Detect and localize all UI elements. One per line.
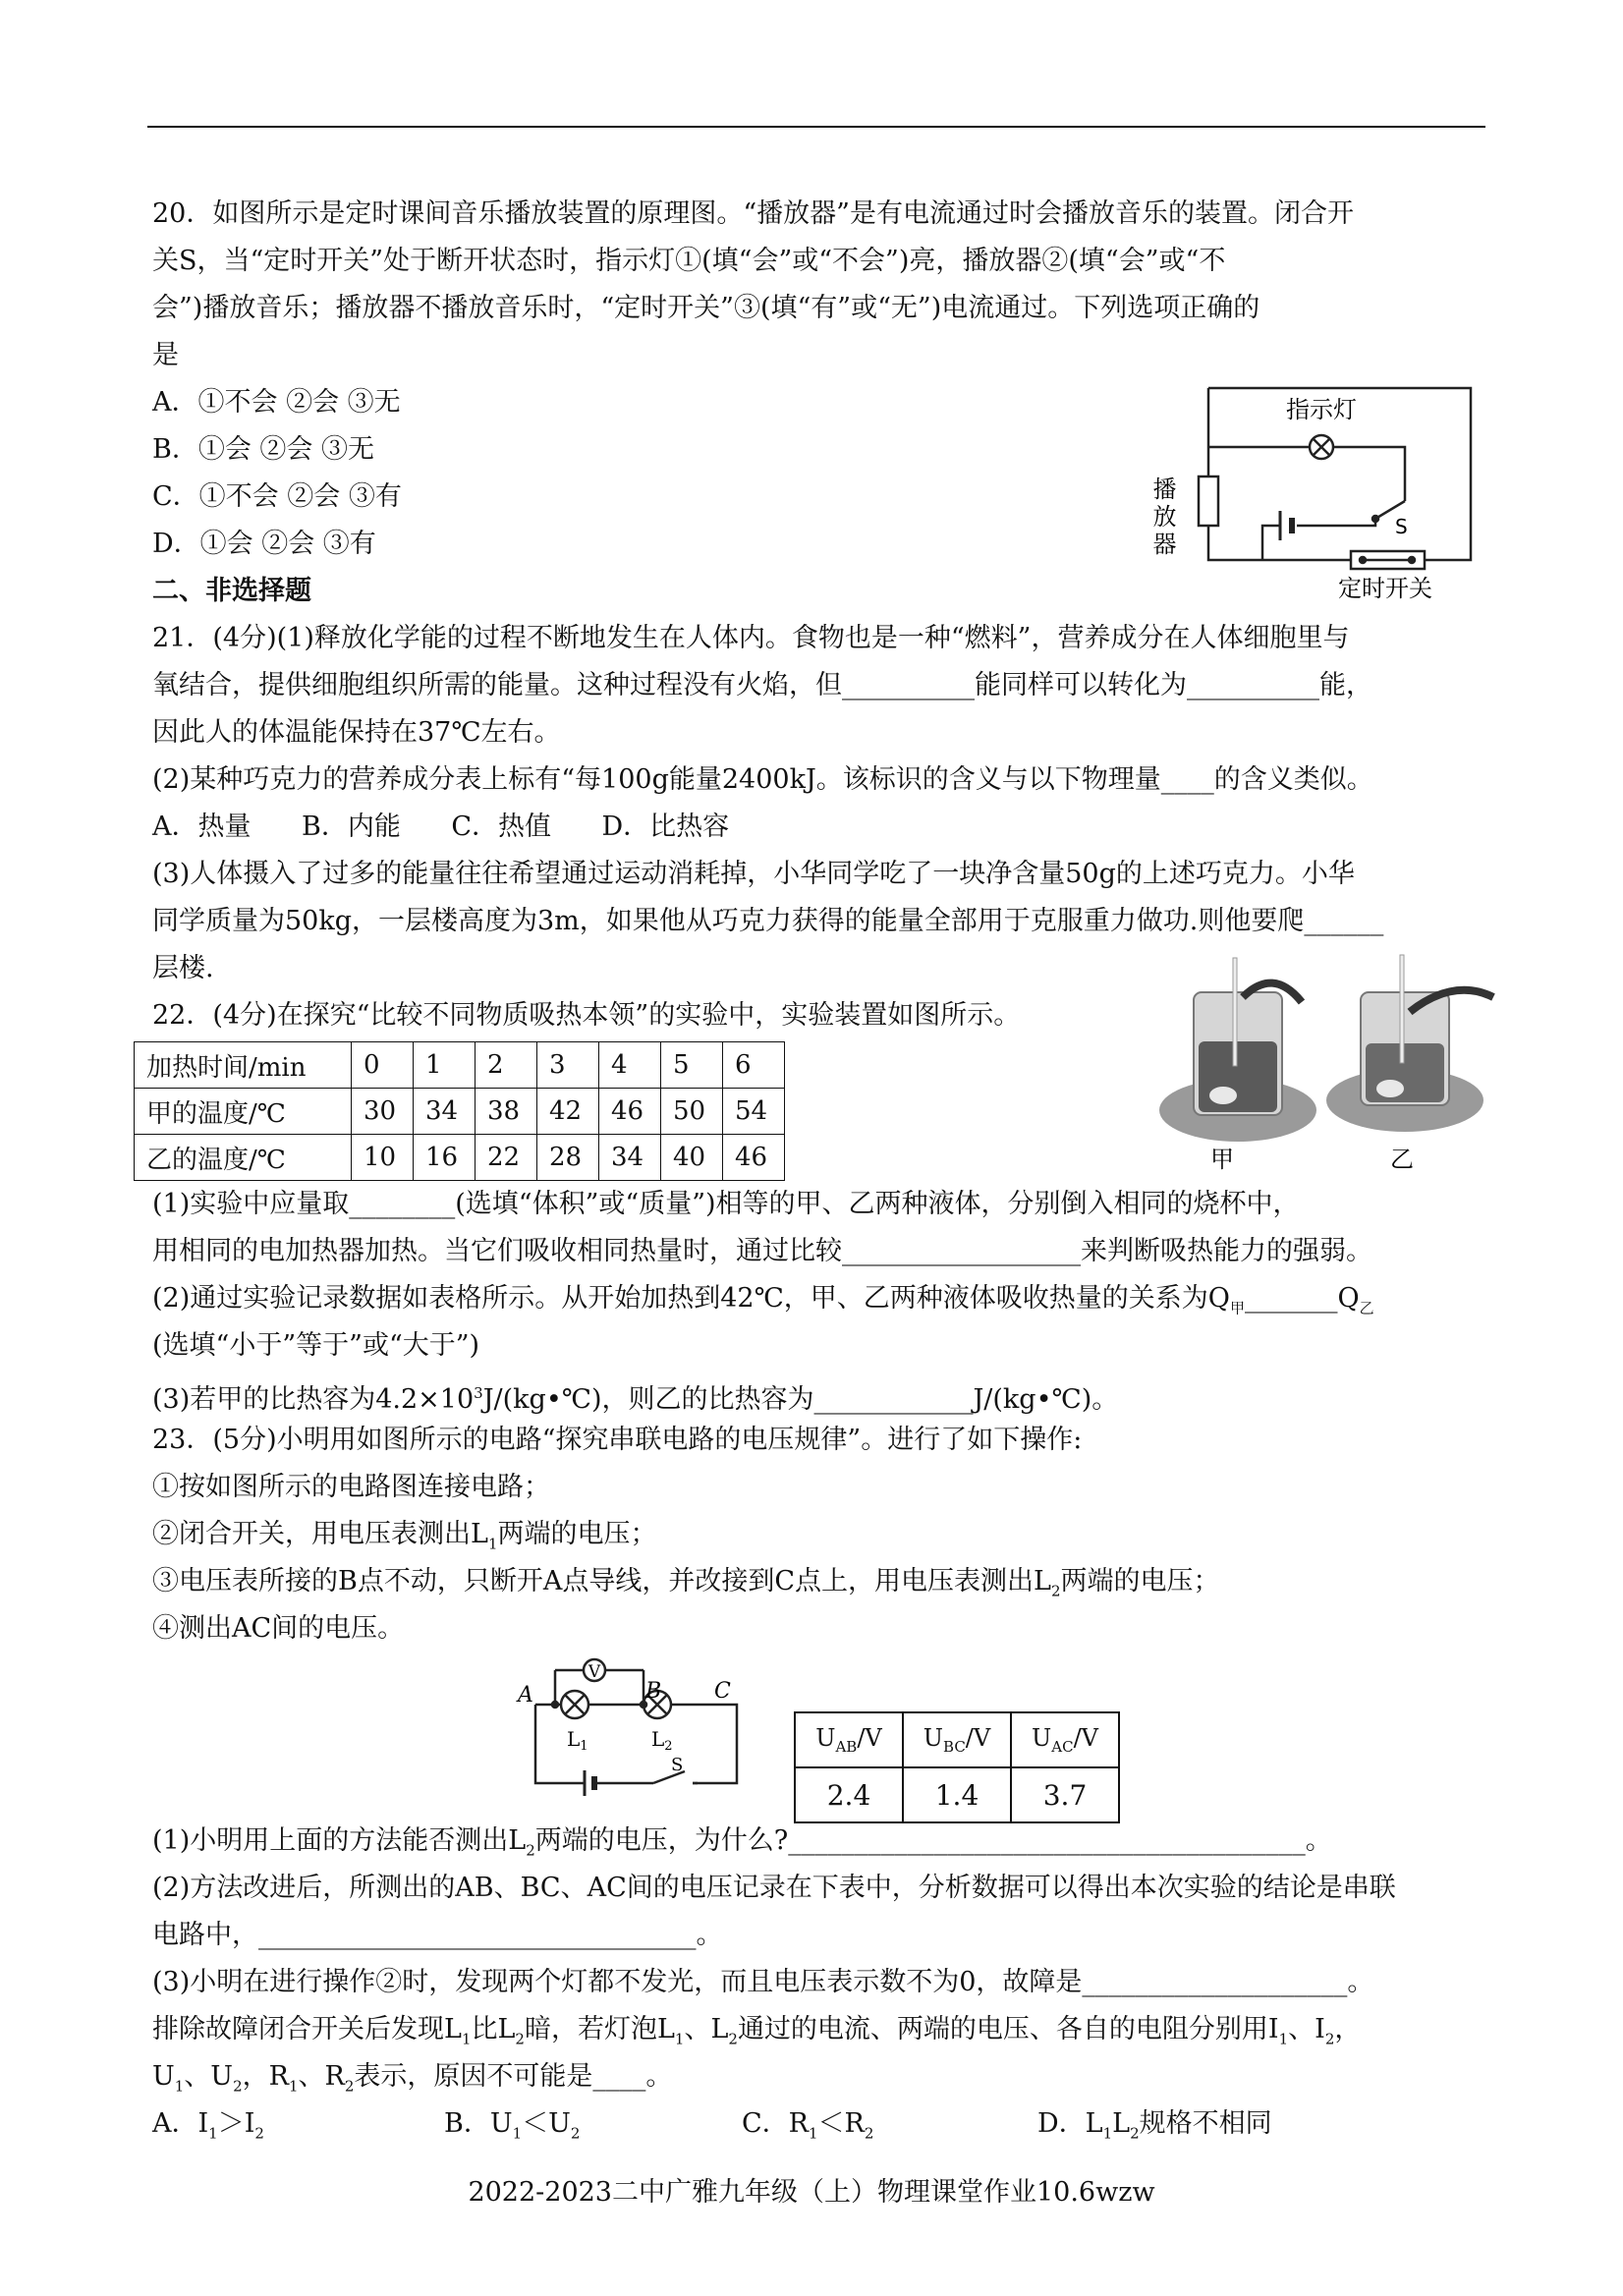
q21-options: A．热量 B．内能 C．热值 D．比热容 [152,812,730,842]
voltage-value-cell: 1.4 [903,1767,1011,1822]
table-cell: 5 [661,1042,723,1089]
node-b-label: B [645,1679,662,1704]
table-cell: 40 [661,1135,723,1181]
table-cell: 3 [537,1042,599,1089]
voltage-header-cell: $U_{AB}/V$ [795,1712,903,1767]
switch-label: S [1395,515,1408,538]
table-cell: 0 [352,1042,414,1089]
q23-step-1: ①按如图所示的电路图连接电路； [152,1472,550,1502]
table-cell: 30 [352,1089,414,1135]
node-c-label: C [714,1679,731,1704]
q21-line-6: (3)人体摄入了过多的能量往往希望通过运动消耗掉，小华同学吃了一块净含量50g的上述巧克力。小华 [152,859,1355,889]
q23-part3-c: $U_1$、$U_2$，$R_1$、$R_2$表示，原因不可能是____。 [152,2061,673,2096]
header-rule [147,126,1485,128]
q23-line-1: 23．(5分)小明用如图所示的电路“探究串联电路的电压规律”。进行了如下操作: [152,1425,1083,1455]
switch-s-label: S [671,1755,684,1775]
q23-part3-a: (3)小明在进行操作②时，发现两个灯都不发光，而且电压表示数不为0，故障是____________________。 [152,1967,1374,1997]
q20-line-1: 20．如图所示是定时课间音乐播放装置的原理图。“播放器”是有电流通过时会播放音乐的装置。闭合开 [152,198,1354,229]
q21-line-4: (2)某种巧克力的营养成分表上标有“每100g能量2400kJ。该标识的含义与以下物理量____的含义类似。 [152,764,1373,795]
q23-step-3: ③电压表所接的B点不动，只断开A点导线，并改接到C点上，用电压表测出$L_2$两端的电压； [152,1566,1220,1600]
table-cell: 28 [537,1135,599,1181]
table-cell: 46 [723,1135,785,1181]
table-cell: 22 [476,1135,537,1181]
q23-voltage-table [794,1711,1120,1823]
table-cell: 1 [414,1042,476,1089]
q20-option-b: B．①会 ②会 ③无 [152,434,375,465]
q20-line-3: 会”)播放音乐；播放器不播放音乐时，“定时开关”③(填“有”或“无”)电流通过。下列选项正确的 [152,293,1260,323]
table-cell: 38 [476,1089,537,1135]
q23-option-a: A．$I_1>I_2$ [152,2108,264,2143]
q23-circuit-diagram [496,1651,761,1827]
q23-part2-a: (2)方法改进后，所测出的AB、BC、AC间的电压记录在下表中，分析数据可以得出本次实验的结论是串联 [152,1873,1396,1903]
q22-part2-a: (2)通过实验记录数据如表格所示。从开始加热到42℃，甲、乙两种液体吸收热量的关系为$Q_甲\_\_\_\_\_\_\_Q_乙$ [152,1283,1374,1317]
table-cell: 54 [723,1089,785,1135]
q22-part3: (3)若甲的比热容为$4.2\times 10^3J/(kg•℃)$，则乙的比热容为____________J/(kg•℃)。 [152,1384,1119,1415]
q22-part1-b: 用相同的电加热器加热。当它们吸收相同热量时，通过比较__________________来判断吸热能力的强弱。 [152,1236,1372,1266]
voltage-value-row [795,1767,1119,1822]
voltage-value-cell: 3.7 [1011,1767,1119,1822]
node-a-label: A [518,1683,533,1708]
voltage-header-row [795,1712,1119,1767]
q21-line-1: 21．(4分)(1)释放化学能的过程不断地发生在人体内。食物也是一种“燃料”，营养成分在人体细胞里与 [152,623,1350,653]
table-cell: 46 [599,1089,661,1135]
voltage-header-cell: $U_{BC}/V$ [903,1712,1011,1767]
q20-option-a: A．①不会 ②会 ③无 [152,387,401,418]
row-header-cell: 加热时间/min [135,1042,352,1089]
section-heading: 二、非选择题 [152,576,311,606]
q23-part2-b: 电路中，_________________________________。 [152,1920,723,1950]
q23-part1: (1)小明用上面的方法能否测出$L_2$两端的电压，为什么?_______________________________________。 [152,1825,1332,1860]
row-header-cell: 甲的温度/℃ [135,1089,352,1135]
beaker-label-jia: 甲 [1210,1146,1234,1173]
q20-option-d: D．①会 ②会 ③有 [152,529,376,559]
q23-part3-b: 排除故障闭合开关后发现$L_1$比$L_2$暗，若灯泡$L_1$、$L_2$通过的电流、两端的电压、各自的电阻分别用$I_1$、$I_2$， [152,2014,1362,2048]
voltmeter-label: V [588,1662,601,1682]
q20-option-c: C．①不会 ②会 ③有 [152,481,402,512]
table-cell: 34 [599,1135,661,1181]
table-cell: 50 [661,1089,723,1135]
timer-switch-label: 定时开关 [1338,575,1432,602]
q23-step-4: ④测出AC间的电压。 [152,1613,405,1644]
table-cell: 16 [414,1135,476,1181]
lamp-l1-label: $L_1$ [567,1727,588,1754]
table-cell: 42 [537,1089,599,1135]
q22-temperature-table [134,1041,785,1181]
beaker-label-yi: 乙 [1390,1146,1414,1173]
player-label: 播放器 [1148,476,1176,559]
q21-line-8: 层楼. [152,953,214,983]
q21-line-7: 同学质量为50kg，一层楼高度为3m，如果他从巧克力获得的能量全部用于克服重力做功.则他要爬______ [152,906,1384,936]
voltage-value-cell: 2.4 [795,1767,903,1822]
q22-line-1: 22．(4分)在探究“比较不同物质吸热本领”的实验中，实验装置如图所示。 [152,1000,1021,1031]
page-footer: 2022-2023二中广雅九年级（上）物理课堂作业10.6wzw [468,2177,1155,2208]
table-row [135,1135,785,1181]
row-header-cell: 乙的温度/℃ [135,1135,352,1181]
q21-line-2: 氧结合，提供细胞组织所需的能量。这种过程没有火焰，但__________能同样可以转化为__________能， [152,670,1372,700]
table-cell: 34 [414,1089,476,1135]
q23-step-2: ②闭合开关，用电压表测出$L_1$两端的电压； [152,1519,657,1553]
q22-part2-b: (选填“小于”等于”或“大于”) [152,1330,480,1361]
table-cell: 2 [476,1042,537,1089]
q21-line-3: 因此人的体温能保持在37℃左右。 [152,717,561,748]
lamp-label: 指示灯 [1286,396,1357,423]
table-cell: 4 [599,1042,661,1089]
q20-line-4: 是 [152,340,179,370]
q20-circuit-diagram [1148,378,1488,604]
table-cell: 6 [723,1042,785,1089]
q20-line-2: 关S，当“定时开关”处于断开状态时，指示灯①(填“会”或“不会”)亮，播放器②(填“会”或“不 [152,246,1226,276]
q22-part1-a: (1)实验中应量取________(选填“体积”或“质量”)相等的甲、乙两种液体，分别倒入相同的烧杯中， [152,1189,1300,1219]
q23-option-d: D．$L_1L_2$规格不相同 [1037,2108,1272,2143]
q23-option-b: B．$U_1<U_2$ [444,2108,581,2143]
voltage-header-cell: $U_{AC}/V$ [1011,1712,1119,1767]
table-row [135,1089,785,1135]
table-row [135,1042,785,1089]
table-cell: 10 [352,1135,414,1181]
q23-option-c: C．$R_1<R_2$ [742,2108,874,2143]
q22-beakers-figure [1149,953,1503,1179]
lamp-l2-label: $L_2$ [651,1727,673,1754]
